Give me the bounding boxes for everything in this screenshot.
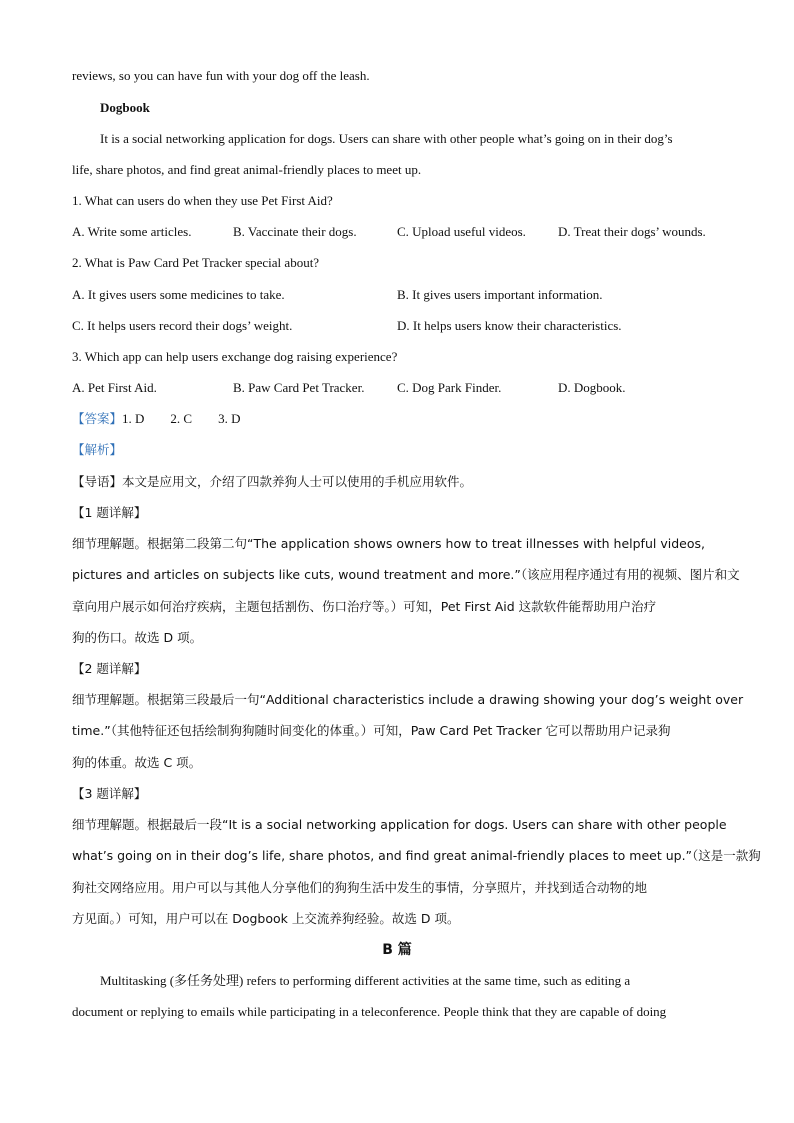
q1-detail-line-2: pictures and articles on subjects like cuts, wound treatment and more.”（该应用程序通过有用的视频、图片和文 (72, 567, 740, 582)
q3-detail-line-1: 细节理解题。根据最后一段“It is a social networking application for dogs. Users can share with other people (72, 817, 727, 832)
q2-detail-line-2: time.”（其他特征还包括绘制狗狗随时间变化的体重。）可知，Paw Card Pet Tracker 它可以帮助用户记录狗 (72, 723, 671, 738)
question-2-option-c: C. It helps users record their dogs’ weight. (72, 318, 293, 333)
question-3-option-a: A. Pet First Aid. (72, 380, 157, 395)
question-2-stem: 2. What is Paw Card Pet Tracker special about? (72, 255, 320, 270)
question-1-option-d: D. Treat their dogs’ wounds. (558, 224, 706, 239)
q1-detail-line-1: 细节理解题。根据第二段第二句“The application shows owners how to treat illnesses with helpful videos, (72, 536, 705, 551)
question-2-option-d: D. It helps users know their characteristics. (397, 318, 622, 333)
q3-detail-line-4: 方见面。）可知，用户可以在 Dogbook 上交流养狗经验。故选 D 项。 (72, 911, 460, 926)
question-1-option-c: C. Upload useful videos. (397, 224, 526, 239)
passage-b-heading: B 篇 (382, 942, 412, 958)
q1-detail-title: 【1 题详解】 (72, 505, 147, 520)
guide-line (72, 473, 472, 491)
passage-b-line-2: document or replying to emails while participating in a teleconference. People think that they are capable of doing (72, 1004, 667, 1019)
question-3-option-d: D. Dogbook. (558, 380, 626, 395)
answer-label: 【答案】 (72, 411, 123, 426)
dogbook-paragraph-line-1: It is a social networking application for dogs. Users can share with other people what’s going on in their dog’s (100, 131, 673, 146)
guide-text: 本文是应用文，介绍了四款养狗人士可以使用的手机应用软件。 (122, 474, 473, 489)
analysis-label: 【解析】 (72, 442, 123, 457)
q2-detail-title: 【2 题详解】 (72, 661, 147, 676)
q2-detail-line-1: 细节理解题。根据第三段最后一句“Additional characteristics include a drawing showing your dog’s weight over (72, 692, 744, 707)
question-3-option-c: C. Dog Park Finder. (397, 380, 502, 395)
question-2-option-b: B. It gives users important information. (397, 287, 603, 302)
dogbook-heading: Dogbook (100, 100, 150, 115)
answer-values: 1. D 2. C 3. D (122, 411, 241, 426)
passage-b-line-1: Multitasking (多任务处理) refers to performing different activities at the same time, such as editing a (100, 973, 631, 988)
q3-detail-title: 【3 题详解】 (72, 786, 147, 801)
question-1-option-a: A. Write some articles. (72, 224, 192, 239)
q1-detail-line-3: 章向用户展示如何治疗疾病，主题包括割伤、伤口治疗等。）可知，Pet First Aid 这款软件能帮助用户治疗 (72, 599, 657, 614)
q3-detail-line-2: what’s going on in their dog’s life, share photos, and find great animal-friendly places to meet up.”（这是一款狗 (72, 848, 761, 863)
question-3-stem: 3. Which app can help users exchange dog raising experience? (72, 349, 398, 364)
answer-line (72, 410, 240, 428)
dogbook-paragraph-line-2: life, share photos, and find great animal-friendly places to meet up. (72, 162, 422, 177)
q3-detail-line-3: 狗社交网络应用。用户可以与其他人分享他们的狗狗生活中发生的事情，分享照片，并找到适合动物的地 (72, 880, 648, 895)
question-1-option-b: B. Vaccinate their dogs. (233, 224, 357, 239)
question-3-option-b: B. Paw Card Pet Tracker. (233, 380, 365, 395)
passage-a-line: reviews, so you can have fun with your dog off the leash. (72, 68, 370, 83)
guide-label: 【导语】 (72, 474, 123, 489)
question-2-option-a: A. It gives users some medicines to take. (72, 287, 285, 302)
q2-detail-line-3: 狗的体重。故选 C 项。 (72, 755, 202, 770)
q1-detail-line-4: 狗的伤口。故选 D 项。 (72, 630, 203, 645)
question-1-stem: 1. What can users do when they use Pet First Aid? (72, 193, 333, 208)
